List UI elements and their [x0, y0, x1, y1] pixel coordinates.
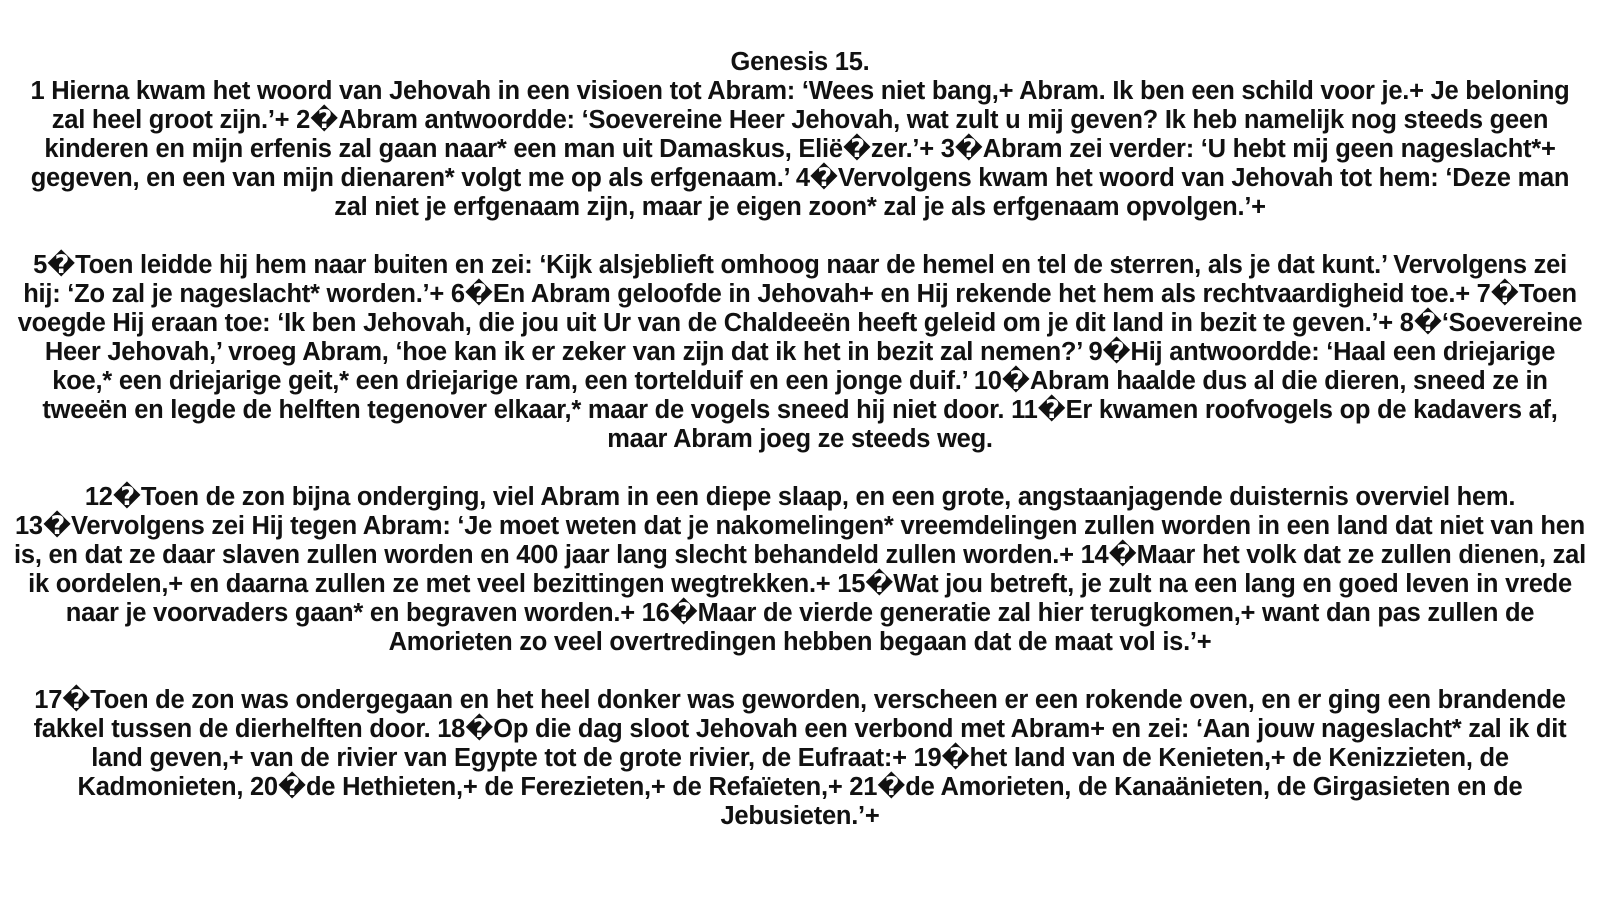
- paragraph-verses-5-11: 5�Toen leidde hij hem naar buiten en zei: ‘Kijk alsjeblieft omhoog naar de hemel en tel de sterren, als je dat kunt.’ Vervolgens zei hij: ‘Zo zal je nageslacht* worden.’+ 6�En Abram geloofde in Jehovah+ en Hij rekende het hem als rechtvaardigheid toe.+ 7�Toen voegde Hij eraan toe: ‘Ik ben Jehovah, die jou uit Ur van de Chaldeeën heeft geleid om je dit land in bezit te geven.’+ 8�‘Soevereine Heer Jehovah,’ vroeg Abram, ‘hoe kan ik er zeker van zijn dat ik het in bezit zal nemen?’ 9�Hij antwoordde: ‘Haal een driejarige koe,* een driejarige geit,* een driejarige ram, een tortelduif en een jonge duif.’ 10�Abram haalde dus al die dieren, sneed ze in tweeën en legde de helften tegenover elkaar,* maar de vogels sneed hij niet door. 11�Er kwamen roofvogels op de kadavers af, maar Abram joeg ze steeds weg.: [17, 251, 1583, 453]
- paragraph-verses-17-21: 17�Toen de zon was ondergegaan en het heel donker was geworden, verscheen er een rokende oven, en er ging een brandende fakkel tussen de dierhelften door. 18�Op die dag sloot Jehovah een verbond met Abram+ en zei: ‘Aan jouw nageslacht* zal ik dit land geven,+ van de rivier van Egypte tot de grote rivier, de Eufraat:+ 19�het land van de Kenieten,+ de Kenizzieten, de Kadmonieten, 20�de Hethieten,+ de Ferezieten,+ de Refaïeten,+ 21�de Amorieten, de Kanaänieten, de Girgasieten en de Jebusieten.’+: [33, 686, 1567, 830]
- paragraph-verses-1-4: 1 Hierna kwam het woord van Jehovah in een visioen tot Abram: ‘Wees niet bang,+ Abram. Ik ben een schild voor je.+ Je beloning zal heel groot zijn.’+ 2�Abram antwoordde: ‘Soevereine Heer Jehovah, wat zult u mij geven? Ik heb namelijk nog steeds geen kinderen en mijn erfenis zal gaan naar* een man uit Damaskus, Eliё�zer.’+ 3�Abram zei verder: ‘U hebt mij geen nageslacht*+ gegeven, en een van mijn dienaren* volgt me op als erfgenaam.’ 4�Vervolgens kwam het woord van Jehovah tot hem: ‘Deze man zal niet je erfgenaam zijn, maar je eigen zoon* zal je als erfgenaam opvolgen.’+: [30, 77, 1570, 221]
- document-page: [0, 48, 1600, 831]
- paragraph-verses-12-16: 12�Toen de zon bijna onderging, viel Abram in een diepe slaap, en een grote, angstaanjagende duisternis overviel hem. 13�Vervolgens zei Hij tegen Abram: ‘Je moet weten dat je nakomelingen* vreemdelingen zullen worden in een land dat niet van hen is, en dat ze daar slaven zullen worden en 400 jaar lang slecht behandeld zullen worden.+ 14�Maar het volk dat ze zullen dienen, zal ik oordelen,+ en daarna zullen ze met veel bezittingen wegtrekken.+ 15�Wat jou betreft, je zult na een lang en goed leven in vrede naar je voorvaders gaan* en begraven worden.+ 16�Maar de vierde generatie zal hier terugkomen,+ want dan pas zullen de Amorieten zo veel overtredingen hebben begaan dat de maat vol is.’+: [14, 483, 1586, 656]
- chapter-title: Genesis 15.: [730, 48, 870, 76]
